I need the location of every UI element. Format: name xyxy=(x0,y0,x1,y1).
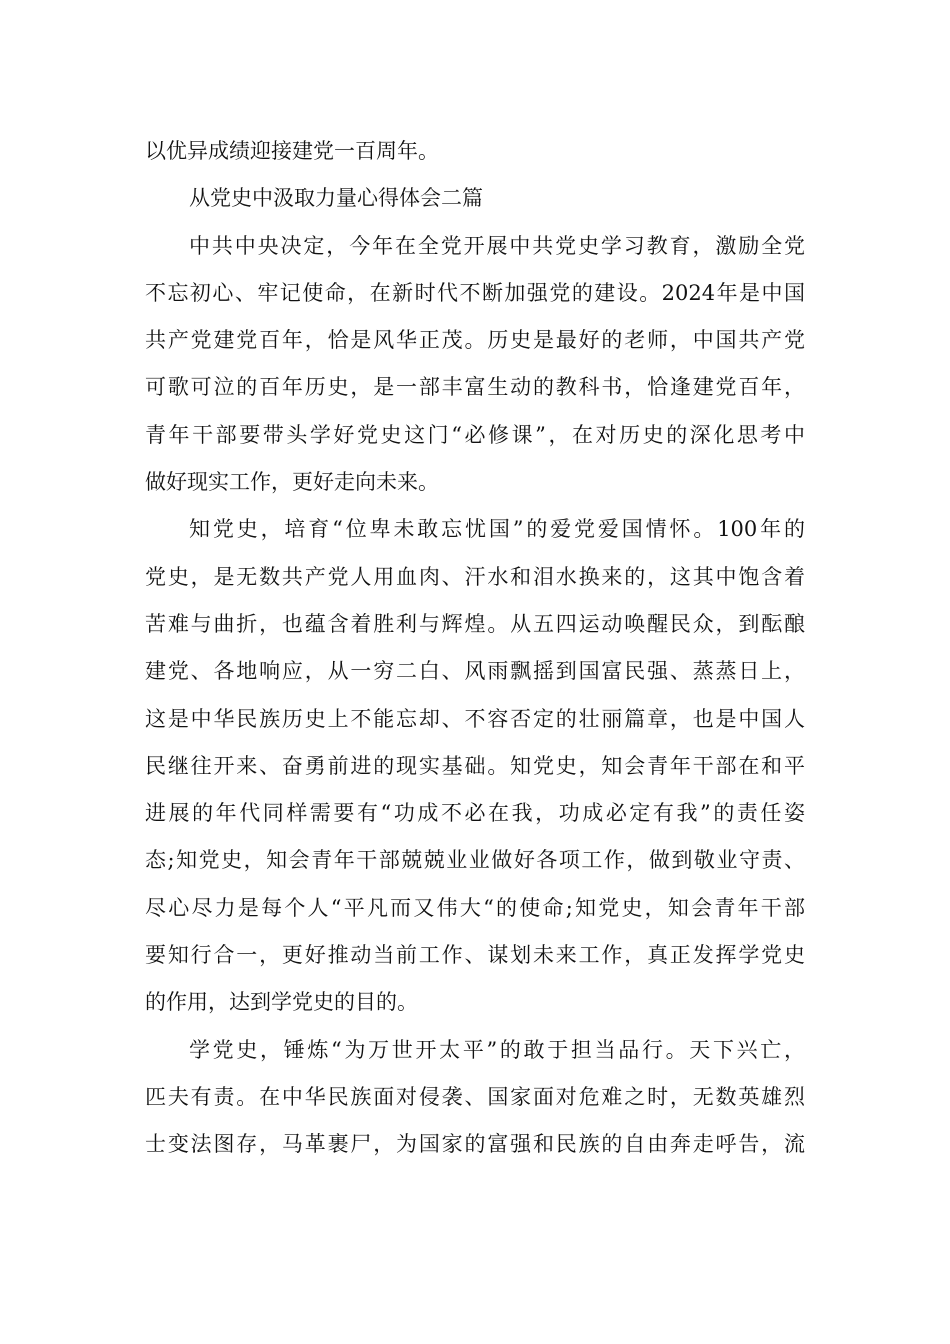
text-line: 以优异成绩迎接建党一百周年。 xyxy=(145,139,439,163)
text-line: 学党史，锤炼“为万世开太平”的敢于担当品行。天下兴亡， xyxy=(189,1037,805,1062)
text-line: 士变法图存，马革裹尸，为国家的富强和民族的自由奔走呼告，流 xyxy=(145,1132,805,1157)
text-line: 党史，是无数共产党人用血肉、汗水和泪水换来的，这其中饱含着 xyxy=(145,564,805,589)
text-line: 态;知党史，知会青年干部兢兢业业做好各项工作，做到敬业守责、 xyxy=(145,848,805,873)
section-title: 从党史中汲取力量心得体会二篇 xyxy=(189,186,483,211)
text-line: 中共中央决定，今年在全党开展中共党史学习教育，激励全党 xyxy=(189,233,805,258)
text-line: 这是中华民族历史上不能忘却、不容否定的壮丽篇章，也是中国人 xyxy=(145,706,805,731)
text-line: 不忘初心、牢记使命，在新时代不断加强党的建设。2024年是中国 xyxy=(145,280,805,305)
text-line: 做好现实工作，更好走向未来。 xyxy=(145,470,439,495)
text-line: 的作用，达到学党史的目的。 xyxy=(145,990,418,1015)
text-line: 共产党建党百年，恰是风华正茂。历史是最好的老师，中国共产党 xyxy=(145,328,805,353)
text-line: 苦难与曲折，也蕴含着胜利与辉煌。从五四运动唤醒民众，到酝酿 xyxy=(145,611,805,636)
text-line: 知党史，培育“位卑未敢忘忧国”的爱党爱国情怀。100年的 xyxy=(189,517,805,542)
text-line: 可歌可泣的百年历史，是一部丰富生动的教科书，恰逢建党百年， xyxy=(145,375,805,400)
text-line: 民继往开来、奋勇前进的现实基础。知党史，知会青年干部在和平 xyxy=(145,753,805,778)
text-line: 尽心尽力是每个人“平凡而又伟大“的使命;知党史，知会青年干部 xyxy=(145,895,805,920)
text-line: 要知行合一，更好推动当前工作、谋划未来工作，真正发挥学党史 xyxy=(145,943,805,968)
text-line: 匹夫有责。在中华民族面对侵袭、国家面对危难之时，无数英雄烈 xyxy=(145,1084,805,1109)
text-line: 青年干部要带头学好党史这门“必修课”，在对历史的深化思考中 xyxy=(145,422,805,447)
text-line: 建党、各地响应，从一穷二白、风雨飘摇到国富民强、蒸蒸日上， xyxy=(145,659,805,684)
text-line: 进展的年代同样需要有“功成不必在我，功成必定有我”的责任姿 xyxy=(145,801,805,826)
document-body xyxy=(145,128,805,1169)
